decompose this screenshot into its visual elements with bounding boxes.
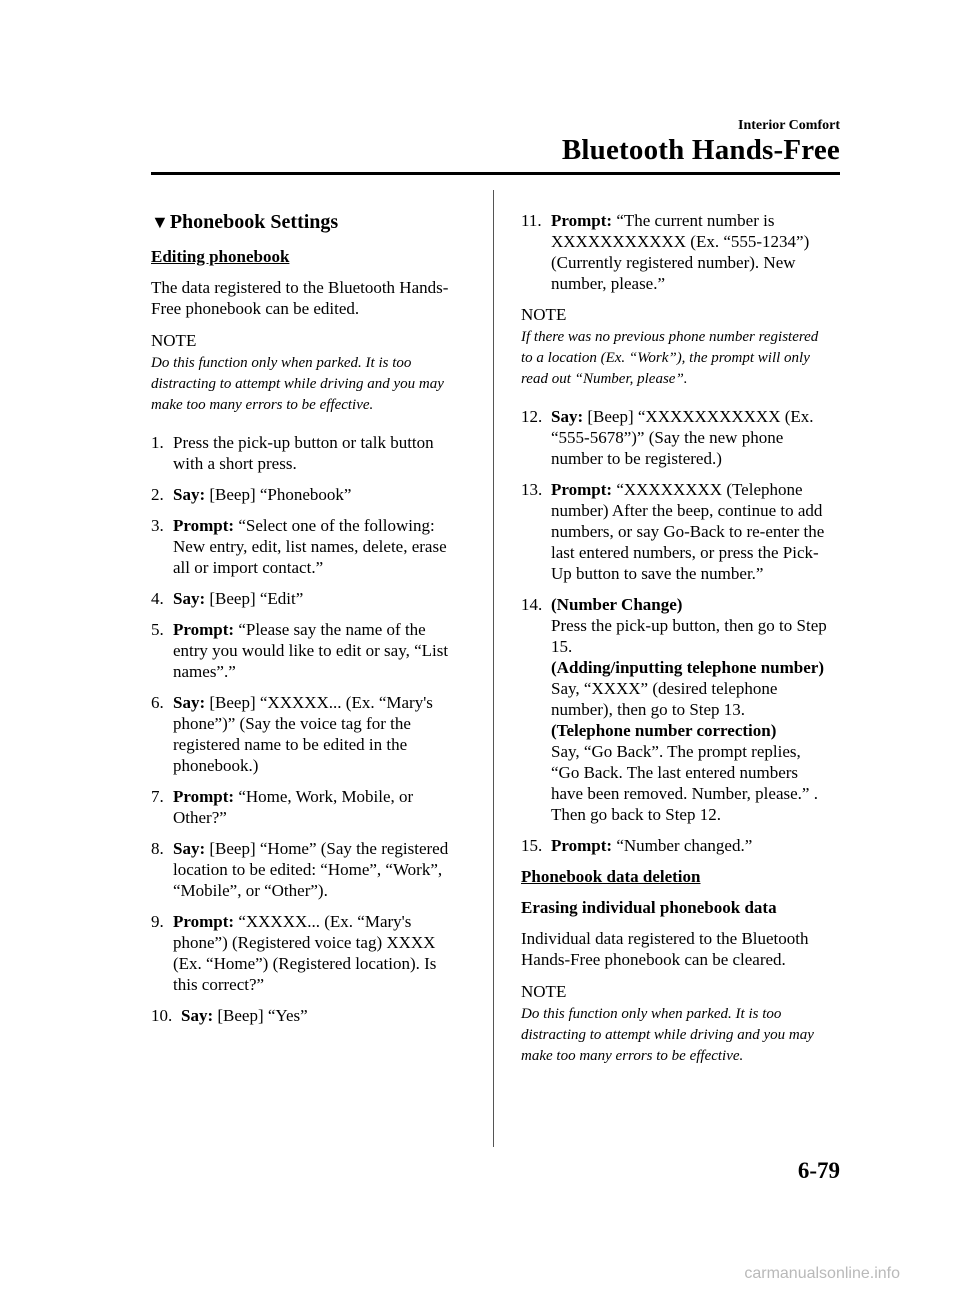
note-text: Do this function only when parked. It is too distracting to attempt while driving and you may make too many errors to be effective.: [521, 1006, 814, 1064]
note-label: NOTE: [521, 982, 567, 1001]
step-text: “Please say the name of the entry you would like to edit or say, “List names”.”: [173, 620, 449, 681]
note-label: NOTE: [521, 305, 567, 324]
step-number: 12.: [521, 407, 543, 426]
step-number: 11.: [521, 211, 542, 230]
step-keyword: Say:: [551, 407, 584, 426]
page-number: 6-79: [797, 1158, 840, 1183]
step-keyword: Prompt:: [551, 480, 613, 499]
step-keyword: Prompt:: [551, 211, 613, 230]
step-3: [151, 515, 463, 578]
step-number: 5.: [151, 620, 164, 639]
step-text: [Beep] “XXXXXXXXXXX (Ex. “555-5678”)” (Say the new phone number to be registered.): [551, 407, 814, 468]
step-5: [151, 619, 463, 682]
page-title: Bluetooth Hands-Free: [561, 134, 840, 166]
section-label: Interior Comfort: [738, 118, 840, 133]
step-7: [151, 786, 463, 828]
header-rule: [151, 172, 840, 175]
step-text: “Home, Work, Mobile, or Other?”: [173, 787, 414, 827]
note-text: If there was no previous phone number registered to a location (Ex. “Work”), the prompt will only read out “Number, please”.: [521, 329, 819, 387]
intro-paragraph: The data registered to the Bluetooth Hands-Free phonebook can be edited.: [151, 278, 449, 318]
step-text: “XXXXXXXX (Telephone number) After the beep, continue to add numbers, or say Go-Back to re-enter the last entered numbers, or press the Pick-Up button to save the number.”: [551, 480, 825, 583]
step-6: [151, 692, 463, 776]
left-column: [151, 210, 463, 1036]
subheading-erasing: Erasing individual phonebook data: [521, 898, 777, 917]
column-divider: [493, 190, 494, 1147]
step-number: 13.: [521, 480, 543, 499]
step-number: 2.: [151, 485, 164, 504]
step-text: “XXXXX... (Ex. “Mary's phone”) (Registered voice tag) XXXX (Ex. “Home”) (Registered location). Is this correct?”: [173, 912, 437, 994]
step-text: [Beep] “Yes”: [217, 1006, 308, 1025]
step-text: [Beep] “Phonebook”: [209, 485, 352, 504]
step-2: [151, 484, 463, 505]
step-9: [151, 911, 463, 995]
step-keyword: Say:: [173, 589, 206, 608]
step-number: 15.: [521, 836, 543, 855]
step-number: 6.: [151, 693, 164, 712]
triangle-bullet-icon: ▼: [151, 212, 169, 232]
step-15: [521, 835, 833, 856]
step-keyword: Prompt:: [173, 787, 235, 806]
step-text: [Beep] “Edit”: [209, 589, 304, 608]
step-text: “Number changed.”: [616, 836, 753, 855]
step-12: [521, 406, 833, 469]
step-13: [521, 479, 833, 584]
step-keyword: Say:: [181, 1006, 214, 1025]
step-keyword: Prompt:: [173, 620, 235, 639]
case-heading-number-correction: (Telephone number correction): [551, 721, 777, 740]
step-keyword: Say:: [173, 485, 206, 504]
step-14: [521, 594, 833, 825]
section-heading-text: Phonebook Settings: [169, 211, 339, 233]
step-text: [Beep] “Home” (Say the registered location to be edited: “Home”, “Work”, “Mobile”, or “Other”).: [173, 839, 449, 900]
step-text: “Select one of the following: New entry, edit, list names, delete, erase all or import contact.”: [173, 516, 447, 577]
step-text: [Beep] “XXXXX... (Ex. “Mary's phone”)” (Say the voice tag for the registered name to be edited in the phonebook.): [173, 693, 433, 775]
step-keyword: Prompt:: [173, 912, 235, 931]
section-heading: [151, 210, 463, 234]
case-text: Say, “Go Back”. The prompt replies, “Go Back. The last entered numbers have been removed. Number, please.” . Then go back to Step 12.: [551, 742, 818, 824]
step-number: 14.: [521, 595, 543, 614]
step-keyword: Prompt:: [551, 836, 613, 855]
step-keyword: Say:: [173, 693, 206, 712]
intro-paragraph: Individual data registered to the Bluetooth Hands-Free phonebook can be cleared.: [521, 929, 809, 969]
step-11: [521, 210, 833, 294]
step-number: 4.: [151, 589, 164, 608]
step-keyword: Prompt:: [173, 516, 235, 535]
note-label: NOTE: [151, 331, 197, 350]
step-text: “The current number is XXXXXXXXXXX (Ex. “555-1234”) (Currently registered number). New number, please.”: [551, 211, 810, 293]
step-number: 3.: [151, 516, 164, 535]
step-text: Press the pick-up button or talk button with a short press.: [173, 433, 434, 473]
step-4: [151, 588, 463, 609]
step-number: 1.: [151, 433, 164, 452]
right-column: [521, 210, 833, 1083]
step-keyword: Say:: [173, 839, 206, 858]
subheading-editing: Editing phonebook: [151, 247, 290, 266]
case-text: Say, “XXXX” (desired telephone number), then go to Step 13.: [551, 679, 778, 719]
note-text: Do this function only when parked. It is too distracting to attempt while driving and you may make too many errors to be effective.: [151, 355, 444, 413]
step-number: 7.: [151, 787, 164, 806]
case-heading-number-change: (Number Change): [551, 595, 683, 614]
step-1: [151, 432, 463, 474]
step-number: 8.: [151, 839, 164, 858]
case-heading-adding-number: (Adding/inputting telephone number): [551, 658, 824, 677]
step-number: 9.: [151, 912, 164, 931]
watermark: carmanualsonline.info: [744, 1265, 900, 1282]
case-text: Press the pick-up button, then go to Step 15.: [551, 616, 827, 656]
step-10: [151, 1005, 463, 1026]
step-number: 10.: [151, 1006, 173, 1025]
subheading-deletion: Phonebook data deletion: [521, 867, 701, 886]
step-8: [151, 838, 463, 901]
